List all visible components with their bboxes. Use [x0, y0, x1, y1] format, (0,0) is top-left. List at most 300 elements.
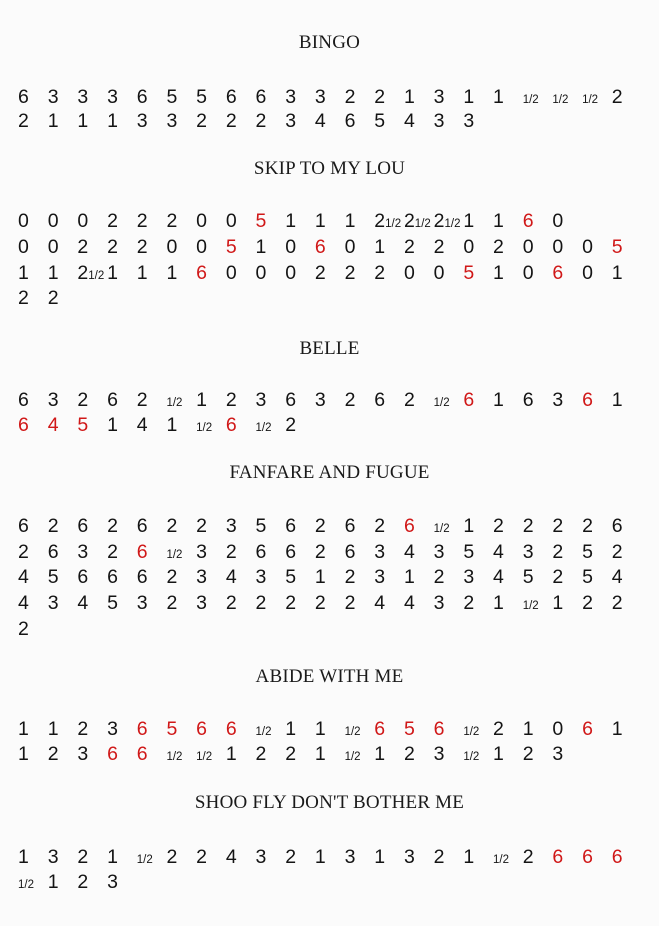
note-number: 1 [314, 566, 326, 588]
note-number: 2 [582, 592, 593, 614]
note-number: 2 [403, 389, 415, 411]
note-number: 2 [493, 236, 504, 258]
note-number: 6 [522, 210, 534, 232]
note-number: 2 [107, 236, 118, 258]
note-number: 6 [611, 515, 623, 537]
note-number: 6 [225, 718, 237, 740]
note-number: 3 [47, 592, 59, 614]
note-number: 2 [582, 515, 593, 537]
note-number: 1 [107, 846, 118, 868]
note-number: 21/2 [77, 262, 105, 284]
note-number: 5 [196, 86, 207, 108]
note-number: 3 [374, 541, 386, 563]
note-number: 5 [582, 541, 593, 563]
note-number: 3 [107, 871, 118, 893]
note-number: 4 [18, 592, 29, 614]
note-number: 4 [77, 592, 89, 614]
note-number: 3 [285, 110, 297, 132]
note-number: 0 [552, 718, 564, 740]
note-number: 1 [255, 236, 267, 258]
note-number: 1/2 [522, 94, 539, 106]
note-number: 1 [107, 110, 118, 132]
note-number: 1/2 [18, 879, 34, 891]
note-number: 1 [463, 846, 475, 868]
note-number: 1 [611, 389, 623, 411]
note-number: 6 [255, 541, 267, 563]
note-number: 6 [285, 515, 297, 537]
note-number: 2 [522, 515, 534, 537]
note-number: 3 [433, 541, 445, 563]
note-number: 1/2 [344, 751, 361, 763]
song-title: SKIP TO MY LOU [253, 158, 406, 179]
note-number: 3 [255, 566, 267, 588]
note-number: 2 [285, 592, 297, 614]
note-number: 2 [493, 718, 504, 740]
note-number: 2 [18, 110, 29, 132]
note-number: 1 [47, 110, 59, 132]
note-number: 1 [18, 743, 29, 765]
note-number: 1 [225, 743, 237, 765]
note-number: 1 [136, 262, 148, 284]
note-number: 3 [285, 86, 297, 108]
note-number: 2 [225, 541, 237, 563]
note-number: 2 [196, 110, 207, 132]
note-number: 2 [285, 414, 297, 436]
note-number: 1 [107, 262, 118, 284]
note-number: 2 [166, 566, 178, 588]
note-number: 3 [552, 389, 564, 411]
note-number: 1 [463, 86, 475, 108]
note-number: 6 [582, 389, 593, 411]
note-number: 5 [225, 236, 237, 258]
note-number: 5 [463, 541, 475, 563]
note-number: 6 [136, 718, 148, 740]
note-number: 3 [374, 566, 386, 588]
note-number: 6 [255, 86, 267, 108]
note-number: 1 [403, 566, 415, 588]
note-number: 2 [374, 86, 386, 108]
note-number: 5 [582, 566, 593, 588]
note-number: 4 [403, 541, 415, 563]
note-number: 2 [403, 236, 415, 258]
note-number: 0 [522, 262, 534, 284]
note-number: 0 [582, 262, 593, 284]
note-number: 2 [611, 592, 623, 614]
note-number: 1 [463, 210, 475, 232]
note-number: 6 [136, 515, 148, 537]
note-number: 6 [18, 414, 29, 436]
note-number: 4 [403, 110, 415, 132]
note-number: 0 [47, 236, 59, 258]
note-number: 5 [255, 210, 267, 232]
note-number: 2 [344, 566, 356, 588]
number-line [18, 743, 582, 766]
song-title: BINGO [298, 32, 361, 53]
note-number: 3 [136, 592, 148, 614]
note-number: 2 [136, 236, 148, 258]
note-number: 2 [18, 618, 29, 640]
note-number: 5 [107, 592, 118, 614]
note-number: 6 [285, 541, 297, 563]
note-number: 0 [552, 236, 564, 258]
note-number: 1 [18, 262, 29, 284]
note-number: 1/2 [463, 726, 480, 738]
note-number: 6 [344, 541, 356, 563]
note-number: 3 [166, 110, 178, 132]
note-number: 5 [47, 566, 59, 588]
note-number: 1 [493, 262, 504, 284]
note-number: 6 [582, 718, 593, 740]
note-number: 5 [255, 515, 267, 537]
note-number: 2 [314, 592, 326, 614]
note-number: 0 [47, 210, 59, 232]
note-number: 4 [225, 846, 237, 868]
note-number: 0 [18, 210, 29, 232]
note-number: 6 [314, 236, 326, 258]
note-number: 4 [611, 566, 623, 588]
note-number: 0 [344, 236, 356, 258]
note-number: 4 [493, 566, 504, 588]
note-number: 3 [47, 846, 59, 868]
note-number: 1 [552, 592, 564, 614]
note-number: 0 [18, 236, 29, 258]
note-number: 1/2 [196, 422, 213, 434]
note-number: 2 [374, 515, 386, 537]
note-number: 2 [433, 846, 445, 868]
note-number: 1/2 [166, 549, 183, 561]
note-number: 3 [463, 566, 475, 588]
note-number: 2 [166, 515, 178, 537]
note-number: 1 [374, 846, 386, 868]
note-number: 6 [611, 846, 623, 868]
note-number: 3 [522, 541, 534, 563]
note-number: 1 [196, 389, 207, 411]
note-number: 2 [77, 871, 89, 893]
note-number: 0 [582, 236, 593, 258]
note-number: 0 [77, 210, 89, 232]
note-number: 6 [196, 262, 207, 284]
note-number: 2 [18, 541, 29, 563]
note-number: 6 [18, 515, 29, 537]
note-number: 6 [552, 262, 564, 284]
note-number: 3 [344, 846, 356, 868]
note-number: 0 [285, 236, 297, 258]
note-number: 2 [433, 566, 445, 588]
note-number: 3 [77, 743, 89, 765]
note-number: 2 [522, 743, 534, 765]
note-number: 6 [522, 389, 534, 411]
note-number: 1/2 [136, 854, 153, 866]
note-number: 3 [107, 718, 118, 740]
note-number: 6 [225, 414, 237, 436]
note-number: 21/2 [433, 210, 461, 232]
note-number: 4 [18, 566, 29, 588]
note-number: 5 [463, 262, 475, 284]
note-number: 2 [344, 389, 356, 411]
note-number: 0 [196, 236, 207, 258]
note-number: 1 [344, 210, 356, 232]
note-number: 6 [374, 718, 386, 740]
note-number: 21/2 [374, 210, 402, 232]
note-number: 0 [403, 262, 415, 284]
note-number: 2 [344, 262, 356, 284]
note-number: 2 [107, 515, 118, 537]
song-title: BELLE [299, 338, 360, 359]
number-line [18, 389, 641, 412]
note-number: 1/2 [166, 751, 183, 763]
note-number: 3 [77, 541, 89, 563]
note-number: 1 [18, 718, 29, 740]
note-number: 0 [552, 210, 564, 232]
note-number: 1/2 [433, 397, 450, 409]
note-number: 1/2 [552, 94, 569, 106]
note-number: 4 [493, 541, 504, 563]
note-number: 1 [403, 86, 415, 108]
note-number: 2 [433, 236, 445, 258]
note-number: 6 [463, 389, 475, 411]
note-number: 3 [47, 389, 59, 411]
note-number: 3 [107, 86, 118, 108]
note-number: 1 [166, 414, 178, 436]
number-line [18, 846, 641, 869]
note-number: 2 [77, 846, 89, 868]
note-number: 1 [493, 389, 504, 411]
note-number: 5 [77, 414, 89, 436]
note-number: 6 [77, 515, 89, 537]
note-number: 3 [314, 389, 326, 411]
note-number: 2 [18, 287, 29, 309]
note-number: 2 [166, 846, 178, 868]
note-number: 2 [196, 846, 207, 868]
note-number: 6 [344, 515, 356, 537]
note-number: 2 [285, 846, 297, 868]
note-number: 6 [374, 389, 386, 411]
number-line [18, 414, 315, 437]
note-number: 3 [463, 110, 475, 132]
note-number: 6 [18, 389, 29, 411]
note-number: 6 [107, 389, 118, 411]
note-number: 2 [225, 389, 237, 411]
note-number: 1 [374, 236, 386, 258]
note-number: 3 [433, 743, 445, 765]
note-number: 6 [344, 110, 356, 132]
note-number: 6 [107, 743, 118, 765]
note-number: 2 [136, 210, 148, 232]
note-number: 0 [225, 262, 237, 284]
note-number: 5 [611, 236, 623, 258]
note-number: 1/2 [255, 422, 272, 434]
note-number: 2 [344, 86, 356, 108]
note-number: 1 [611, 262, 623, 284]
note-number: 2 [344, 592, 356, 614]
note-number: 0 [255, 262, 267, 284]
note-number: 1 [493, 210, 504, 232]
note-number: 6 [136, 566, 148, 588]
note-number: 4 [136, 414, 148, 436]
note-number: 3 [433, 592, 445, 614]
note-number: 2 [47, 287, 59, 309]
note-number: 2 [166, 210, 178, 232]
note-number: 1 [522, 718, 534, 740]
note-number: 5 [403, 718, 415, 740]
number-line [18, 541, 641, 564]
note-number: 2 [403, 743, 415, 765]
note-number: 1 [374, 743, 386, 765]
note-number: 2 [136, 389, 148, 411]
note-number: 3 [225, 515, 237, 537]
note-number: 5 [166, 86, 178, 108]
note-number: 2 [314, 262, 326, 284]
note-number: 2 [314, 541, 326, 563]
note-number: 4 [314, 110, 326, 132]
note-number: 1 [611, 718, 623, 740]
note-number: 6 [77, 566, 89, 588]
number-line [18, 287, 77, 310]
note-number: 1 [77, 110, 89, 132]
note-number: 3 [552, 743, 564, 765]
note-number: 6 [136, 86, 148, 108]
note-number: 6 [225, 86, 237, 108]
note-number: 1 [47, 718, 59, 740]
note-number: 4 [47, 414, 59, 436]
note-number: 2 [611, 86, 623, 108]
note-number: 3 [196, 566, 207, 588]
note-number: 2 [196, 515, 207, 537]
note-number: 0 [225, 210, 237, 232]
note-number: 5 [374, 110, 386, 132]
note-number: 1/2 [582, 94, 599, 106]
note-number: 1/2 [522, 600, 539, 612]
note-number: 0 [196, 210, 207, 232]
song-title: SHOO FLY DON'T BOTHER ME [194, 792, 465, 813]
note-number: 0 [166, 236, 178, 258]
note-number: 1 [493, 86, 504, 108]
note-number: 0 [522, 236, 534, 258]
note-number: 2 [107, 541, 118, 563]
note-number: 0 [463, 236, 475, 258]
note-number: 6 [403, 515, 415, 537]
note-number: 1 [463, 515, 475, 537]
note-number: 0 [285, 262, 297, 284]
note-number: 0 [433, 262, 445, 284]
number-line [18, 86, 641, 109]
note-number: 4 [374, 592, 386, 614]
note-number: 1/2 [493, 854, 509, 866]
note-number: 3 [433, 86, 445, 108]
note-number: 2 [225, 592, 237, 614]
note-number: 1 [166, 262, 178, 284]
note-number: 1 [314, 210, 326, 232]
note-number: 3 [47, 86, 59, 108]
note-number: 3 [136, 110, 148, 132]
note-number: 1/2 [344, 726, 361, 738]
note-number: 1 [314, 743, 326, 765]
note-number: 21/2 [403, 210, 431, 232]
number-line [18, 110, 493, 133]
note-number: 2 [255, 743, 267, 765]
note-number: 2 [463, 592, 475, 614]
number-line [18, 236, 641, 259]
note-number: 1/2 [463, 751, 480, 763]
note-number: 2 [255, 110, 267, 132]
note-number: 5 [522, 566, 534, 588]
note-number: 2 [552, 566, 564, 588]
note-number: 6 [552, 846, 564, 868]
note-number: 3 [196, 541, 207, 563]
note-number: 2 [522, 846, 534, 868]
note-number: 5 [166, 718, 178, 740]
note-number: 2 [611, 541, 623, 563]
note-number: 1 [285, 718, 297, 740]
song-title: ABIDE WITH ME [255, 666, 404, 687]
note-number: 2 [552, 541, 564, 563]
note-number: 1 [493, 592, 504, 614]
note-number: 2 [166, 592, 178, 614]
note-number: 2 [107, 210, 118, 232]
note-number: 6 [18, 86, 29, 108]
note-number: 6 [285, 389, 297, 411]
note-number: 6 [47, 541, 59, 563]
note-number: 3 [314, 86, 326, 108]
number-line [18, 515, 641, 538]
note-number: 6 [433, 718, 445, 740]
note-number: 1/2 [166, 397, 183, 409]
note-number: 6 [582, 846, 593, 868]
number-line [18, 718, 641, 741]
note-number: 1 [285, 210, 297, 232]
note-number: 1 [107, 414, 118, 436]
note-number: 6 [107, 566, 118, 588]
note-number: 1 [47, 262, 59, 284]
note-number: 1/2 [433, 523, 450, 535]
note-number: 6 [136, 743, 148, 765]
note-number: 1/2 [255, 726, 272, 738]
note-number: 2 [77, 718, 89, 740]
note-number: 2 [77, 389, 89, 411]
number-line [18, 618, 48, 641]
note-number: 5 [285, 566, 297, 588]
note-number: 3 [255, 389, 267, 411]
note-number: 2 [77, 236, 89, 258]
note-number: 2 [47, 515, 59, 537]
number-line [18, 566, 641, 589]
note-number: 2 [285, 743, 297, 765]
note-number: 6 [196, 718, 207, 740]
note-number: 3 [77, 86, 89, 108]
song-title: FANFARE AND FUGUE [229, 462, 430, 483]
note-number: 1 [314, 718, 326, 740]
note-number: 2 [374, 262, 386, 284]
note-number: 2 [552, 515, 564, 537]
note-number: 1 [47, 871, 59, 893]
note-number: 2 [255, 592, 267, 614]
number-line [18, 592, 641, 615]
note-number: 2 [493, 515, 504, 537]
note-number: 3 [196, 592, 207, 614]
note-number: 3 [433, 110, 445, 132]
note-number: 3 [403, 846, 415, 868]
note-number: 1/2 [196, 751, 213, 763]
note-number: 4 [225, 566, 237, 588]
number-line [18, 871, 137, 894]
note-number: 1 [18, 846, 29, 868]
number-line [18, 262, 641, 285]
note-number: 4 [403, 592, 415, 614]
note-number: 2 [225, 110, 237, 132]
note-number: 1 [314, 846, 326, 868]
note-number: 6 [136, 541, 148, 563]
note-number: 2 [47, 743, 59, 765]
